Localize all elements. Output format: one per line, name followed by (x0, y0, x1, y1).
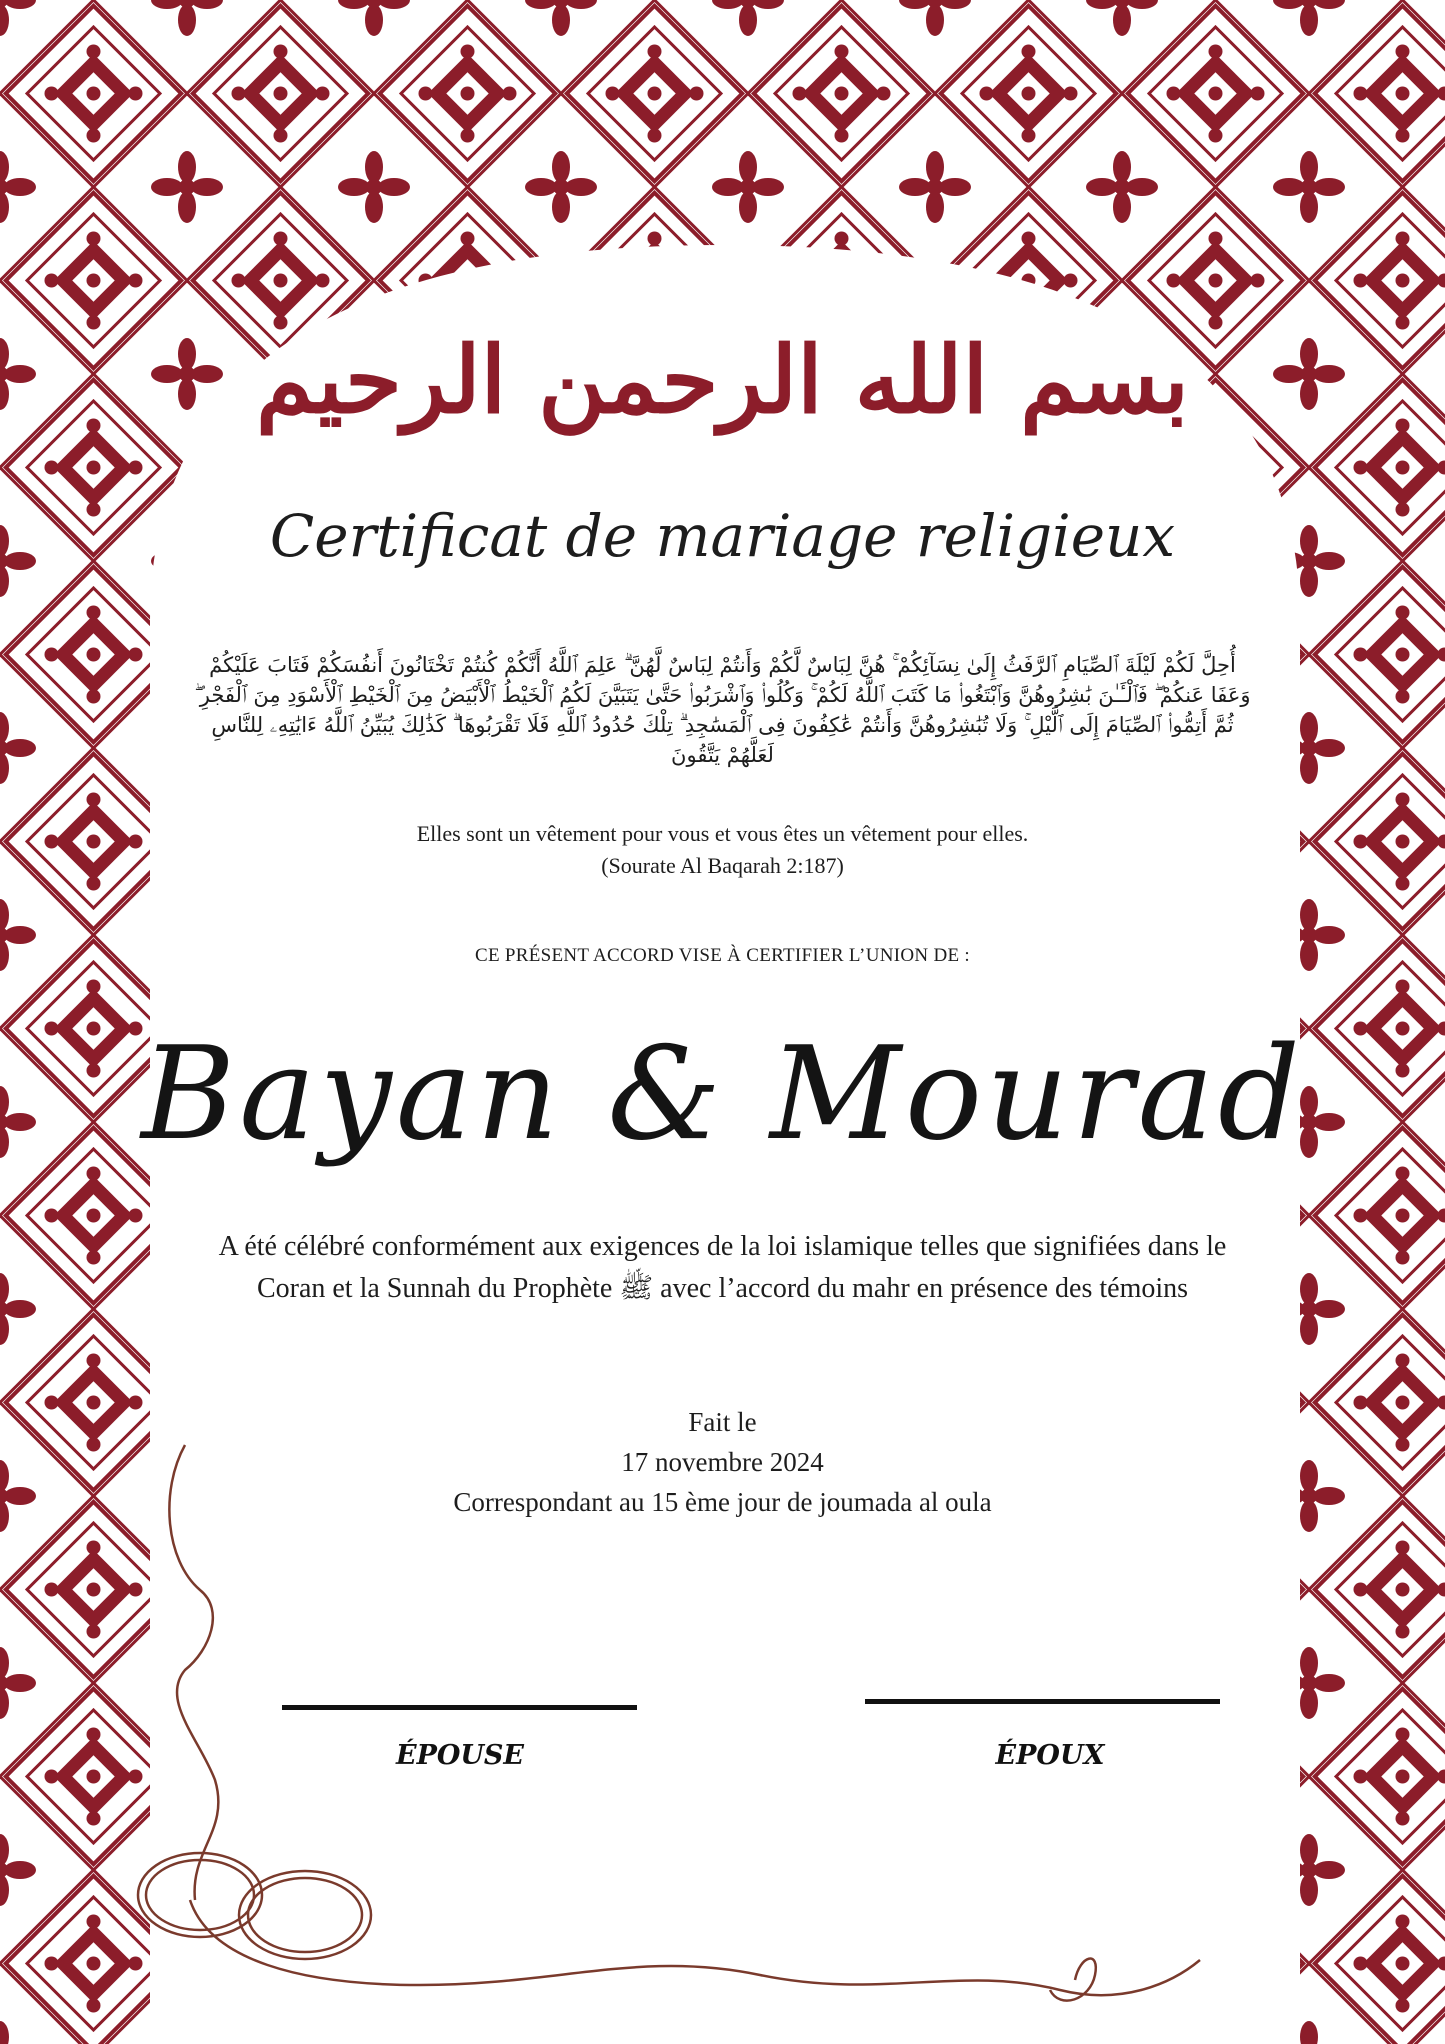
verse-reference: (Sourate Al Baqarah 2:187) (601, 853, 844, 878)
fait-le-label: Fait le (688, 1407, 757, 1437)
couple-names: Bayan & Mourad (141, 1020, 1304, 1169)
verse-arabic: أُحِلَّ لَكُمْ لَيْلَةَ ٱلصِّيَامِ ٱلرَّفَثُ إِلَىٰ نِسَآئِكُمْ ۚ هُنَّ لِبَاسٌ لَّكُمْ وَأَنتُمْ لِبَاسٌ لَّهُنَّ ۗ عَلِمَ ٱللَّهُ أَنَّكُمْ كُنتُمْ تَخْتَانُونَ أَنفُسَكُمْ فَتَابَ عَلَيْكُمْ وَعَفَا عَنكُمْ ۖ فَٱلْـَٔـٰنَ بَٰشِرُوهُنَّ وَٱبْتَغُوا۟ مَا كَتَبَ ٱللَّهُ لَكُمْ ۚ وَكُلُوا۟ وَٱشْرَبُوا۟ حَتَّىٰ يَتَبَيَّنَ لَكُمُ ٱلْخَيْطُ ٱلْأَبْيَضُ مِنَ ٱلْخَيْطِ ٱلْأَسْوَدِ مِنَ ٱلْفَجْرِ ۖ ثُمَّ أَتِمُّوا۟ ٱلصِّيَامَ إِلَى ٱلَّيْلِ ۚ وَلَا تُبَٰشِرُوهُنَّ وَأَنتُمْ عَٰكِفُونَ فِى ٱلْمَسَٰجِدِ ۗ تِلْكَ حُدُودُ ٱللَّهِ فَلَا تَقْرَبُوهَا ۗ كَذَٰلِكَ يُبَيِّنُ ٱللَّهُ ءَايَٰتِهِۦ لِلنَّاسِ لَعَلَّهُمْ يَتَّقُونَ (194, 653, 1251, 767)
signature-label-epoux: ÉPOUX (995, 1740, 1105, 1771)
celebration-text: A été célébré conformément aux exigences de la loi islamique telles que signifiées dans le Coran et la Sunnah du Prophète ﷺ avec l’accord du mahr en présence des témoins (218, 1231, 1227, 1304)
bismillah-calligraphy: بسم الله الرحمن الرحيم (255, 326, 1190, 434)
date-block (0, 1402, 1445, 1522)
signature-label-epouse: ÉPOUSE (395, 1740, 525, 1771)
verse-translation (0, 818, 1445, 882)
hijri-date: Correspondant au 15 ème jour de joumada al oula (453, 1487, 992, 1517)
signature-line-epouse (282, 1705, 637, 1710)
gregorian-date: 17 novembre 2024 (621, 1447, 824, 1477)
verse-french: Elles sont un vêtement pour vous et vous êtes un vêtement pour elles. (416, 821, 1029, 846)
certificate-title: Certificat de mariage religieux (269, 502, 1176, 570)
signature-line-epoux (865, 1699, 1220, 1704)
union-heading: CE PRÉSENT ACCORD VISE À CERTIFIER L’UNION DE : (474, 945, 971, 966)
